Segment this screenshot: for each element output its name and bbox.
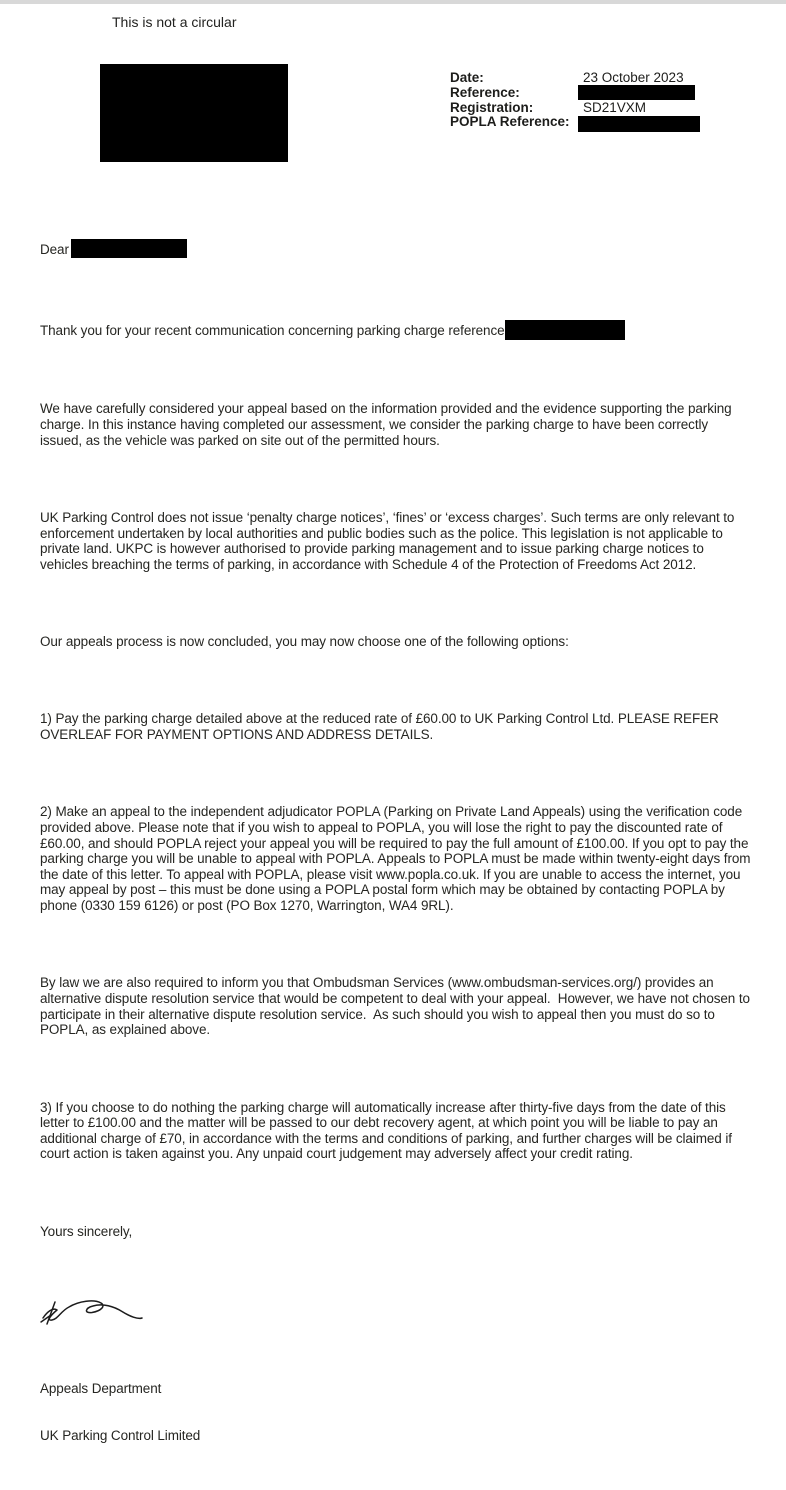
date-value: 23 October 2023 (583, 70, 684, 85)
header-row-registration (450, 101, 700, 116)
header-row-popla-reference (450, 115, 700, 132)
paragraph-ukpc-authority: UK Parking Control does not issue ‘penalty charge notices’, ‘fines’ or ‘excess charges’. Such terms are only relevant to enforcement undertaken by local authorities and public bodies such as the police. This legislation is not applicable to private land. UKPC is however authorised to provide parking management and to issue parking charge notices to vehicles breaching the terms of parking, in accordance with Schedule 4 of the Protection of Freedoms Act 2012. (40, 509, 739, 572)
registration-label: Registration: (450, 99, 534, 115)
signature-scrawl (40, 1298, 144, 1328)
popla-reference-label: POPLA Reference: (450, 114, 570, 130)
salutation-line (40, 239, 752, 258)
paragraph-option-1-pay: 1) Pay the parking charge detailed above at the reduced rate of £60.00 to UK Parking Control Ltd. PLEASE REFER OVERLEAF FOR PAYMENT OPTIONS AND ADDRESS DETAILS. (40, 711, 723, 743)
closing-line: Yours sincerely, (40, 1223, 133, 1239)
paragraph-appeal-considered: We have carefully considered your appeal based on the information provided and the evidence supporting the parking charge. In this instance having completed our assessment, we consider the parking charge to have been correctly issued, as the vehicle was parked on site out of the permitted hours. (40, 401, 736, 448)
top-border-strip (0, 0, 786, 4)
letter-body (40, 192, 755, 1490)
not-a-circular-note: This is not a circular (112, 14, 237, 30)
salutation-text: Dear (40, 241, 69, 257)
header-row-reference (450, 86, 700, 101)
paragraph-option-2-popla: 2) Make an appeal to the independent adjudicator POPLA (Parking on Private Land Appeals) using the verification code provided above. Please note that if you wish to appeal to POPLA, you will lose the right to pay the discounted rate of £60.00, and should POPLA reject your appeal you will be required to pay the full amount of £100.00. If you opt to pay the parking charge you will be unable to appeal with POPLA. Appeals to POPLA must be made within twenty-eight days from the date of this letter. To appeal with POPLA, please visit www.popla.co.uk. If you are unable to access the internet, you may appeal by post – this must be done using a POPLA postal form which may be obtained by contacting POPLA by phone (0330 159 6126) or post (PO Box 1270, Warrington, WA4 9RL). (40, 804, 755, 913)
paragraph-text: Thank you for your recent communication concerning parking charge reference (40, 322, 505, 338)
paragraph-option-3-do-nothing: 3) If you choose to do nothing the parking charge will automatically increase after thirty-five days from the date of this letter to £100.00 and the matter will be passed to our debt recovery agent, at which point you will be liable to pay an additional charge of £70, in accordance with the terms and conditions of parking, and further charges will be claimed if court action is taken against you. Any unpaid court judgement may adversely affect your credit rating. (40, 1099, 736, 1162)
charge-reference-redaction (505, 320, 625, 340)
signoff-department: Appeals Department (40, 1380, 162, 1396)
paragraph-options-intro: Our appeals process is now concluded, you may now choose one of the following options: (40, 634, 569, 650)
header-row-date (450, 71, 700, 86)
registration-value: SD21VXM (583, 99, 647, 115)
reference-label: Reference: (450, 84, 520, 100)
recipient-name-redaction (71, 239, 187, 258)
popla-reference-value-redaction (578, 116, 700, 132)
reference-value-redaction (578, 85, 695, 100)
signoff-company: UK Parking Control Limited (40, 1427, 201, 1443)
paragraph-ombudsman-services: By law we are also required to inform you that Ombudsman Services (www.ombudsman-services.org/) provides an alternative dispute resolution service that would be competent to deal with your appeal. However, we have not chosen to participate in their alternative dispute resolution service. As such should you wish to appeal then you must do so to POPLA, as explained above. (40, 975, 754, 1038)
paragraph-thank-you (40, 320, 752, 340)
date-label: Date: (450, 70, 484, 85)
reference-header-block (450, 71, 700, 132)
recipient-address-redaction (100, 64, 288, 162)
